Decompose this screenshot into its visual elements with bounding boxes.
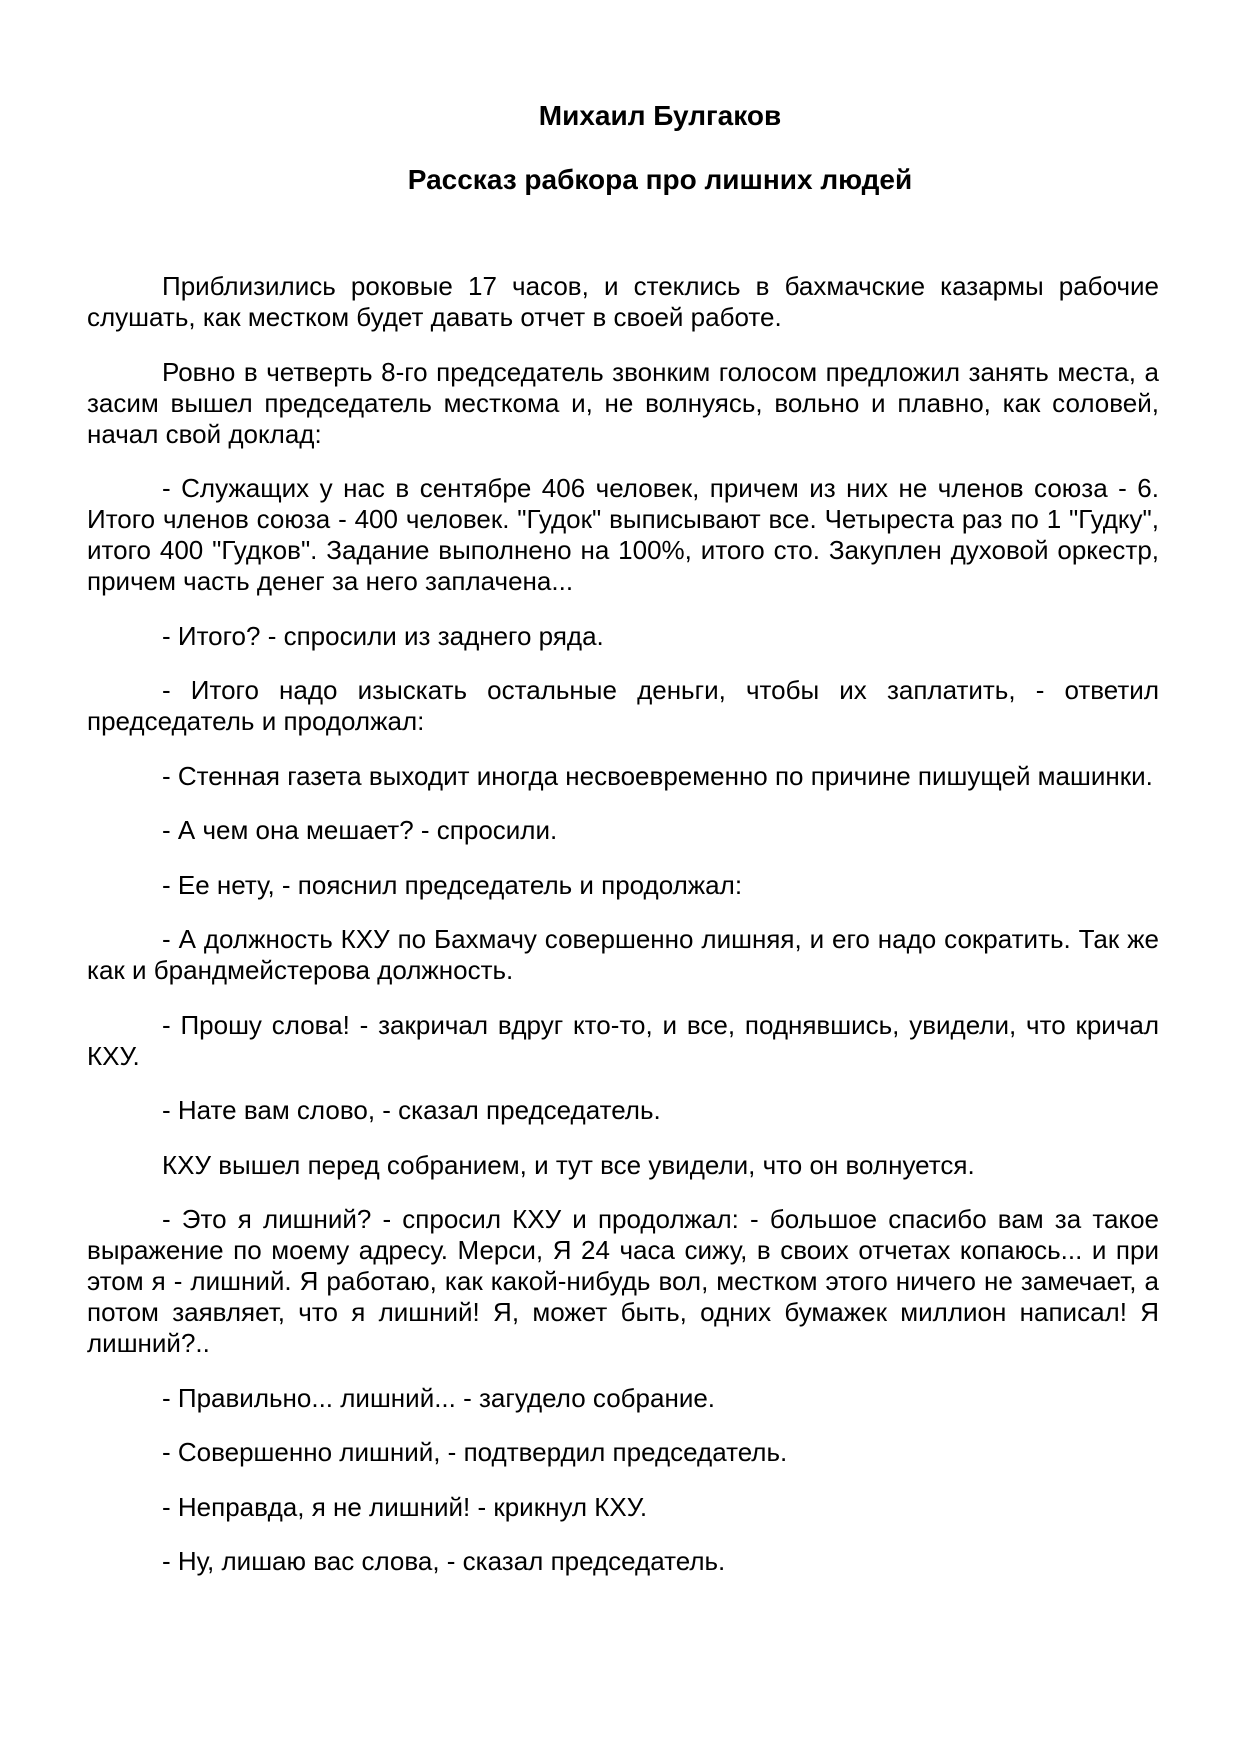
- paragraph: - Нате вам слово, - сказал председатель.: [162, 1095, 661, 1125]
- paragraph: - Ее нету, - пояснил председатель и продолжал:: [162, 869, 743, 900]
- paragraph: - Ну, лишаю вас слова, - сказал председатель.: [162, 1546, 726, 1576]
- paragraph: - Прошу слова! - закричал вдруг кто-то, и все, поднявшись, увидели, что кричал КХУ.: [87, 1009, 1159, 1071]
- paragraph: - Это я лишний? - спросил КХУ и продолжал: - большое спасибо вам за такое выражение по моему адресу. Мерси, Я 24 часа сижу, в своих отчетах копаюсь... и при этом я - лишний. Я работаю, как какой-нибудь вол, местком этого ничего не замечает, а потом заявляет, что я лишний! Я, может быть, одних бумажек миллион написал! Я лишний?..: [87, 1204, 1159, 1358]
- paragraph: - Стенная газета выходит иногда несвоевременно по причине пишущей машинки.: [162, 760, 1153, 791]
- paragraph: Приблизились роковые 17 часов, и стеклись в бахмачские казармы рабочие слушать, как местком будет давать отчет в своей работе.: [87, 271, 1159, 332]
- paragraph: - А должность КХУ по Бахмачу совершенно лишняя, и его надо сократить. Так же как и брандмейстерова должность.: [87, 924, 1159, 985]
- story-title: Рассказ рабкора про лишних людей: [407, 164, 913, 195]
- paragraph: - Служащих у нас в сентябре 406 человек, причем из них не членов союза - 6. Итого членов союза - 400 человек. "Гудок" выписывают все. Четыреста раз по 1 "Гудку", итого 400 "Гудков". Задание выполнено на 100%, итого сто. Закуплен духовой оркестр, причем часть денег за него заплачена...: [87, 473, 1159, 596]
- author-name: Михаил Булгаков: [538, 100, 782, 131]
- paragraph: - А чем она мешает? - спросили.: [162, 815, 558, 845]
- paragraph: - Совершенно лишний, - подтвердил председатель.: [162, 1437, 788, 1467]
- paragraph: КХУ вышел перед собранием, и тут все увидели, что он волнуется.: [162, 1149, 975, 1180]
- story-body: [87, 271, 1159, 1601]
- paragraph: - Итого? - спросили из заднего ряда.: [162, 620, 604, 651]
- paragraph: Ровно в четверть 8-го председатель звонким голосом предложил занять места, а засим вышел председатель месткома и, не волнуясь, вольно и плавно, как соловей, начал свой доклад:: [87, 356, 1159, 449]
- paragraph: - Неправда, я не лишний! - крикнул КХУ.: [162, 1491, 648, 1522]
- paragraph: - Правильно... лишний... - загудело собрание.: [162, 1382, 716, 1413]
- document-header: [0, 100, 1242, 196]
- paragraph: - Итого надо изыскать остальные деньги, чтобы их заплатить, - ответил председатель и продолжал:: [87, 675, 1159, 736]
